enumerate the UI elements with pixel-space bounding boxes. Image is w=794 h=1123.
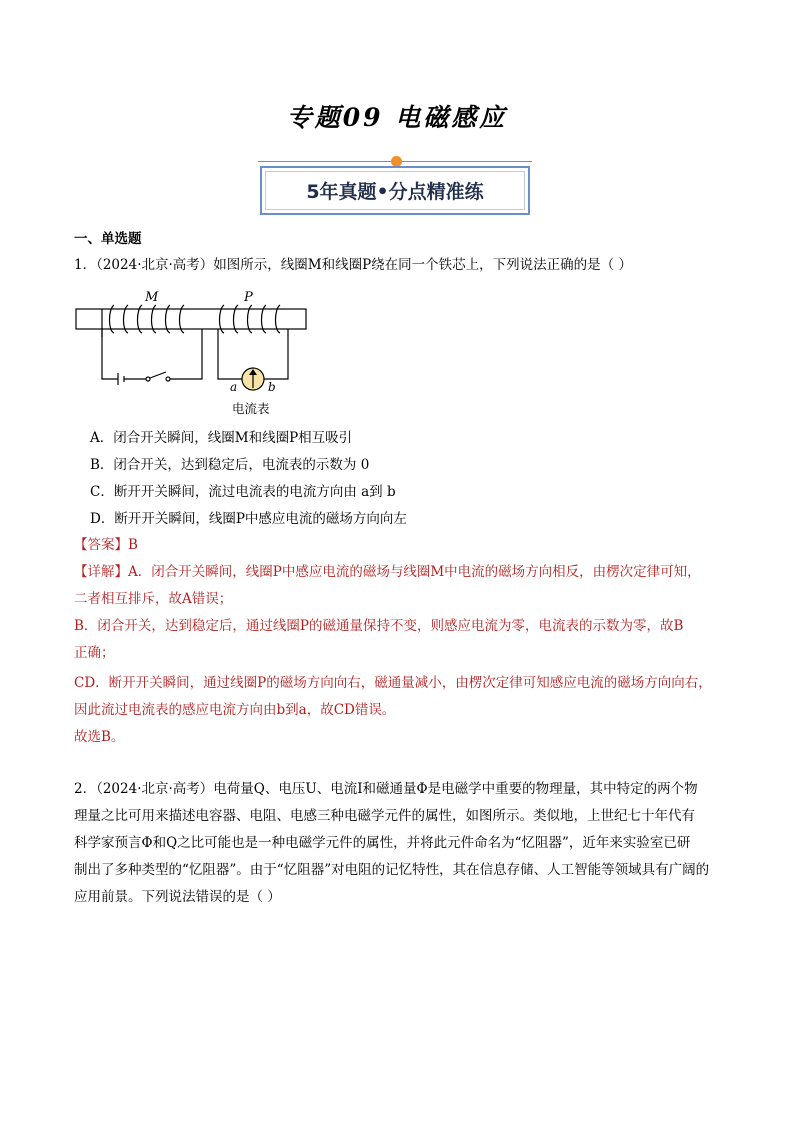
label-p: P (244, 290, 253, 305)
option-a: A．闭合开关瞬间，线圈M和线圈P相互吸引 (90, 430, 353, 446)
ammeter-caption: 电流表 (232, 401, 270, 416)
left-circuit (102, 329, 202, 385)
question-2-line: 2．（2024·北京·高考）电荷量Q、电压U、电流I和磁通量Φ是电磁学中重要的物理量，其中特定的两个物 (74, 781, 698, 797)
label-b: b (268, 380, 276, 394)
answer: 【答案】B (74, 537, 138, 553)
option-c: C．断开开关瞬间，流过电流表的电流方向由 a到 b (90, 484, 396, 500)
explanation-line: 正确； (74, 645, 115, 661)
page-title: 专题09 电磁感应 (286, 103, 508, 132)
ammeter-icon (242, 368, 264, 390)
explanation-line: B．闭合开关，达到稳定后，通过线圈P的磁通量保持不变，则感应电流为零，电流表的示数为零，故B (74, 618, 684, 634)
coil-m (102, 305, 184, 337)
section-banner (258, 156, 532, 216)
option-d: D．断开开关瞬间，线圈P中感应电流的磁场方向向左 (90, 511, 407, 527)
label-a: a (230, 380, 238, 394)
banner-label: 5年真题•分点精准练 (260, 166, 530, 215)
explanation-line: 因此流过电流表的感应电流方向由b到a，故CD错误。 (74, 702, 396, 718)
question-2-line: 理量之比可用来描述电容器、电阻、电感三种电磁学元件的属性，如图所示。类似地，上世纪七十年代有 (74, 808, 695, 824)
question-2-line: 科学家预言Φ和Q之比可能也是一种电磁学元件的属性，并将此元件命名为“忆阻器”，近年来实验室已研 (74, 835, 691, 851)
explanation-line: 【详解】A．闭合开关瞬间，线圈P中感应电流的磁场与线圈M中电流的磁场方向相反，由楞次定律可知， (74, 564, 701, 580)
explanation-line: 故选B。 (74, 729, 125, 745)
question-2-line: 应用前景。下列说法错误的是（ ） (74, 889, 281, 905)
option-b: B．闭合开关，达到稳定后，电流表的示数为 0 (90, 457, 370, 473)
label-m: M (145, 290, 159, 305)
explanation-line: 二者相互排斥，故A错误； (74, 591, 233, 607)
coil-circuit-diagram (74, 287, 314, 422)
question-2-line: 制出了多种类型的“忆阻器”。由于“忆阻器”对电阻的记忆特性，其在信息存储、人工智能等领域具有广阔的 (74, 862, 710, 878)
question-1-stem: 1．（2024·北京·高考）如图所示，线圈M和线圈P绕在同一个铁芯上，下列说法正确的是（ ） (74, 257, 632, 273)
explanation-line: CD．断开开关瞬间，通过线圈P的磁场方向向右，磁通量减小，由楞次定律可知感应电流的磁场方向向右， (74, 675, 712, 691)
section-heading: 一、单选题 (74, 231, 142, 247)
